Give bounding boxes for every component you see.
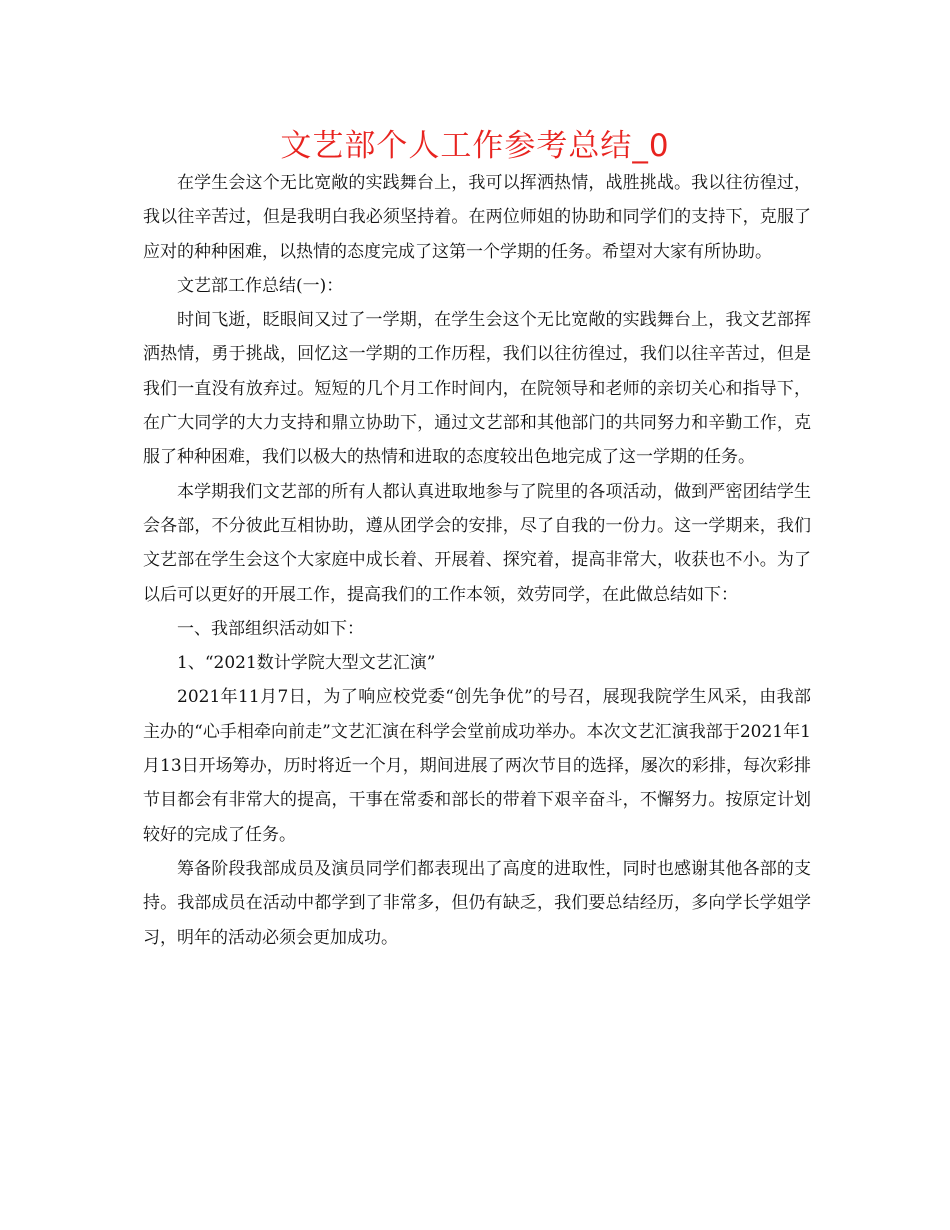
paragraph-activity-title: 1、“2021数计学院大型文艺汇演” xyxy=(177,653,436,674)
paragraph-activities-heading: 一、我部组织活动如下： xyxy=(177,618,364,639)
document-body xyxy=(143,166,811,955)
paragraph-preparation: 筹备阶段我部成员及演员同学们都表现出了高度的进取性，同时也感谢其他各部的支持。我部成员在活动中都学到了非常多，但仍有缺乏，我们要总结经历，多向学长学姐学习，明年的活动必须会更加成功。 xyxy=(143,858,811,948)
document-title: 文艺部个人工作参考总结_0 xyxy=(280,128,670,164)
paragraph-activity-details: 2021年11月7日，为了响应校党委“创先争优”的号召，展现我院学生风采，由我部主办的“心手相牵向前走”文艺汇演在科学会堂前成功举办。本次文艺汇演我部于2021年1月13日开场筹办，历时将近一个月，期间进展了两次节目的选择，屡次的彩排，每次彩排节目都会有非常大的提高，干事在常委和部长的带着下艰辛奋斗，不懈努力。按原定计划较好的完成了任务。 xyxy=(143,687,811,845)
paragraph-section-heading: 文艺部工作总结(一)： xyxy=(177,275,344,296)
paragraph-semester-review: 时间飞逝，眨眼间又过了一学期，在学生会这个无比宽敞的实践舞台上，我文艺部挥洒热情，勇于挑战，回忆这一学期的工作历程，我们以往彷徨过，我们以往辛苦过，但是我们一直没有放弃过。短短的几个月工作时间内，在院领导和老师的亲切关心和指导下，在广大同学的大力支持和鼎立协助下，通过文艺部和其他部门的共同努力和辛勤工作，克服了种种困难，我们以极大的热情和进取的态度较出色地完成了这一学期的任务。 xyxy=(143,310,811,468)
paragraph-intro: 在学生会这个无比宽敞的实践舞台上，我可以挥洒热情，战胜挑战。我以往彷徨过，我以往辛苦过，但是我明白我必须坚持着。在两位师姐的协助和同学们的支持下，克服了应对的种种困难，以热情的态度完成了这第一个学期的任务。希望对大家有所协助。 xyxy=(143,173,811,262)
paragraph-participation: 本学期我们文艺部的所有人都认真进取地参与了院里的各项活动，做到严密团结学生会各部，不分彼此互相协助，遵从团学会的安排，尽了自我的一份力。这一学期来，我们文艺部在学生会这个大家庭中成长着、开展着、探究着，提高非常大，收获也不小。为了以后可以更好的开展工作，提高我们的工作本领，效劳同学，在此做总结如下： xyxy=(143,481,811,605)
